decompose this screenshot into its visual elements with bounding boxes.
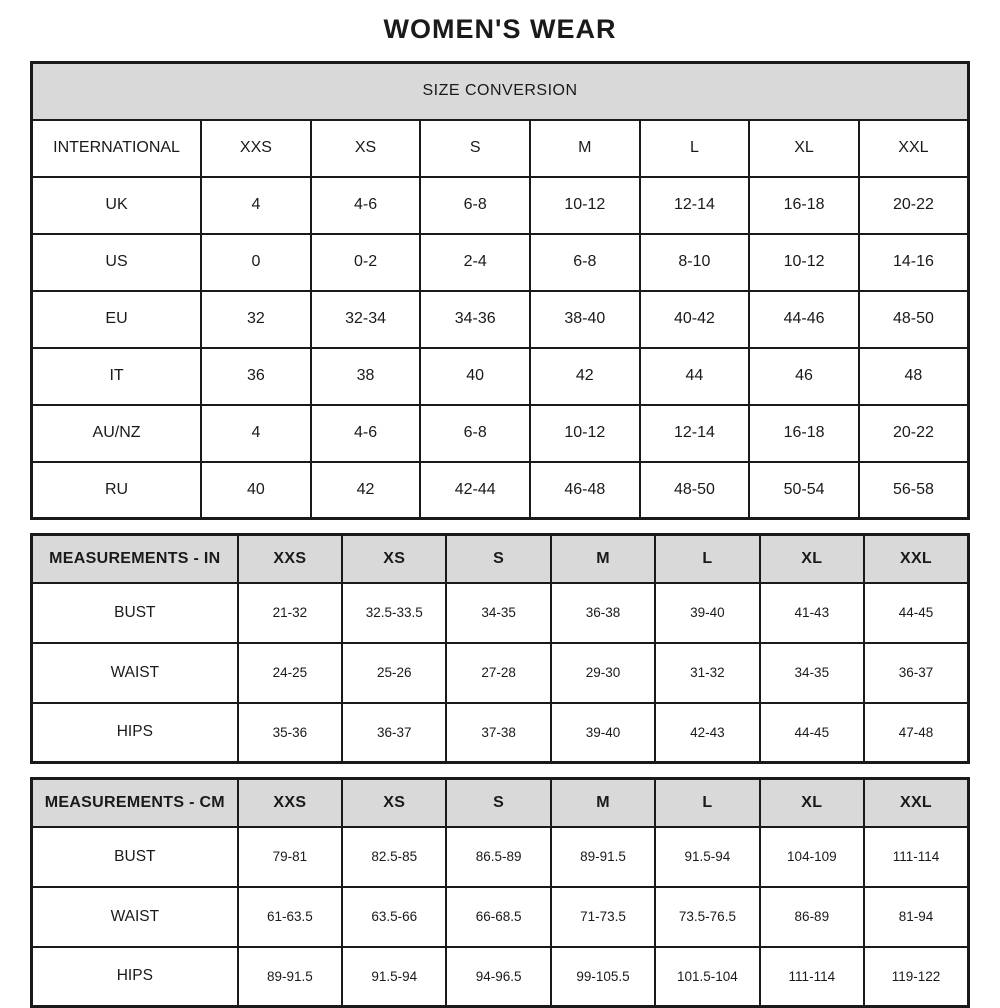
header-size-xs: XS xyxy=(311,120,421,177)
measure-cell: 91.5-94 xyxy=(342,947,446,1007)
header-size-l: L xyxy=(655,779,759,827)
header-size-s: S xyxy=(420,120,530,177)
measure-cell: 99-105.5 xyxy=(551,947,655,1007)
size-cell: 42 xyxy=(530,348,640,405)
size-cell: 46-48 xyxy=(530,462,640,519)
size-cell: 56-58 xyxy=(859,462,969,519)
row-label: WAIST xyxy=(32,643,238,703)
measure-cell: 36-37 xyxy=(864,643,968,703)
size-cell: 20-22 xyxy=(859,405,969,462)
header-size-xxs: XXS xyxy=(238,535,342,583)
measure-cell: 36-37 xyxy=(342,703,446,763)
measure-cell: 89-91.5 xyxy=(551,827,655,887)
size-cell: 10-12 xyxy=(749,234,859,291)
measure-cell: 34-35 xyxy=(760,643,864,703)
size-cell: 40 xyxy=(201,462,311,519)
header-size-m: M xyxy=(551,535,655,583)
size-cell: 8-10 xyxy=(640,234,750,291)
header-size-m: M xyxy=(530,120,640,177)
measure-cell: 104-109 xyxy=(760,827,864,887)
measure-cell: 39-40 xyxy=(655,583,759,643)
row-label: IT xyxy=(32,348,202,405)
measure-cell: 42-43 xyxy=(655,703,759,763)
measure-cell: 29-30 xyxy=(551,643,655,703)
measure-cell: 73.5-76.5 xyxy=(655,887,759,947)
column-header-row xyxy=(32,120,969,177)
table-row-waist xyxy=(32,643,969,703)
table-row-uk xyxy=(32,177,969,234)
header-size-l: L xyxy=(640,120,750,177)
header-size-m: M xyxy=(551,779,655,827)
measure-cell: 89-91.5 xyxy=(238,947,342,1007)
size-cell: 32 xyxy=(201,291,311,348)
header-size-xl: XL xyxy=(760,535,864,583)
size-cell: 44-46 xyxy=(749,291,859,348)
header-international: INTERNATIONAL xyxy=(32,120,202,177)
size-cell: 6-8 xyxy=(420,405,530,462)
row-label: EU xyxy=(32,291,202,348)
row-label: HIPS xyxy=(32,703,238,763)
size-conversion-title: SIZE CONVERSION xyxy=(32,63,969,120)
measure-cell: 101.5-104 xyxy=(655,947,759,1007)
table-row-aunz xyxy=(32,405,969,462)
measure-cell: 119-122 xyxy=(864,947,968,1007)
measure-cell: 66-68.5 xyxy=(446,887,550,947)
measure-cell: 36-38 xyxy=(551,583,655,643)
header-size-l: L xyxy=(655,535,759,583)
measurements-cm-title: MEASUREMENTS - CM xyxy=(32,779,238,827)
size-cell: 12-14 xyxy=(640,177,750,234)
size-cell: 48 xyxy=(859,348,969,405)
header-size-xl: XL xyxy=(760,779,864,827)
row-label: HIPS xyxy=(32,947,238,1007)
measure-cell: 32.5-33.5 xyxy=(342,583,446,643)
table-row-it xyxy=(32,348,969,405)
measure-cell: 37-38 xyxy=(446,703,550,763)
measure-cell: 34-35 xyxy=(446,583,550,643)
size-cell: 14-16 xyxy=(859,234,969,291)
size-cell: 0 xyxy=(201,234,311,291)
measure-cell: 91.5-94 xyxy=(655,827,759,887)
measure-cell: 41-43 xyxy=(760,583,864,643)
size-cell: 34-36 xyxy=(420,291,530,348)
table-row-ru xyxy=(32,462,969,519)
table-row-waist xyxy=(32,887,969,947)
measure-cell: 82.5-85 xyxy=(342,827,446,887)
size-cell: 42-44 xyxy=(420,462,530,519)
size-cell: 16-18 xyxy=(749,177,859,234)
size-cell: 50-54 xyxy=(749,462,859,519)
row-label: RU xyxy=(32,462,202,519)
size-cell: 6-8 xyxy=(420,177,530,234)
size-cell: 38-40 xyxy=(530,291,640,348)
measure-cell: 47-48 xyxy=(864,703,968,763)
size-cell: 4 xyxy=(201,405,311,462)
table-row-hips xyxy=(32,703,969,763)
measure-cell: 21-32 xyxy=(238,583,342,643)
measure-cell: 86-89 xyxy=(760,887,864,947)
size-cell: 46 xyxy=(749,348,859,405)
column-header-row xyxy=(32,535,969,583)
row-label: WAIST xyxy=(32,887,238,947)
size-cell: 12-14 xyxy=(640,405,750,462)
size-cell: 48-50 xyxy=(640,462,750,519)
header-size-xxs: XXS xyxy=(238,779,342,827)
size-cell: 36 xyxy=(201,348,311,405)
header-size-xxs: XXS xyxy=(201,120,311,177)
table-row-us xyxy=(32,234,969,291)
size-cell: 32-34 xyxy=(311,291,421,348)
measurements-cm-table xyxy=(30,777,970,1008)
size-conversion-table xyxy=(30,61,970,520)
size-cell: 40 xyxy=(420,348,530,405)
size-cell: 48-50 xyxy=(859,291,969,348)
row-label: AU/NZ xyxy=(32,405,202,462)
size-cell: 42 xyxy=(311,462,421,519)
measure-cell: 44-45 xyxy=(760,703,864,763)
measure-cell: 94-96.5 xyxy=(446,947,550,1007)
measure-cell: 27-28 xyxy=(446,643,550,703)
size-cell: 16-18 xyxy=(749,405,859,462)
measurements-in-table xyxy=(30,533,970,764)
measure-cell: 35-36 xyxy=(238,703,342,763)
header-size-xs: XS xyxy=(342,535,446,583)
table-row-bust xyxy=(32,827,969,887)
size-cell: 10-12 xyxy=(530,405,640,462)
size-cell: 2-4 xyxy=(420,234,530,291)
measure-cell: 61-63.5 xyxy=(238,887,342,947)
size-cell: 6-8 xyxy=(530,234,640,291)
header-size-xs: XS xyxy=(342,779,446,827)
row-label: BUST xyxy=(32,583,238,643)
measure-cell: 86.5-89 xyxy=(446,827,550,887)
header-size-xxl: XXL xyxy=(864,779,968,827)
size-cell: 44 xyxy=(640,348,750,405)
page-title: WOMEN'S WEAR xyxy=(383,14,617,44)
size-cell: 10-12 xyxy=(530,177,640,234)
measure-cell: 111-114 xyxy=(760,947,864,1007)
table-row-eu xyxy=(32,291,969,348)
header-size-xl: XL xyxy=(749,120,859,177)
header-size-xxl: XXL xyxy=(859,120,969,177)
measure-cell: 71-73.5 xyxy=(551,887,655,947)
size-cell: 4 xyxy=(201,177,311,234)
measure-cell: 44-45 xyxy=(864,583,968,643)
measure-cell: 25-26 xyxy=(342,643,446,703)
size-cell: 4-6 xyxy=(311,177,421,234)
row-label: UK xyxy=(32,177,202,234)
header-size-s: S xyxy=(446,779,550,827)
measure-cell: 31-32 xyxy=(655,643,759,703)
row-label: US xyxy=(32,234,202,291)
size-cell: 38 xyxy=(311,348,421,405)
header-size-s: S xyxy=(446,535,550,583)
size-cell: 40-42 xyxy=(640,291,750,348)
measurements-in-title: MEASUREMENTS - IN xyxy=(32,535,238,583)
table-caption-row xyxy=(32,63,969,120)
size-cell: 0-2 xyxy=(311,234,421,291)
size-cell: 20-22 xyxy=(859,177,969,234)
measure-cell: 24-25 xyxy=(238,643,342,703)
column-header-row xyxy=(32,779,969,827)
header-size-xxl: XXL xyxy=(864,535,968,583)
measure-cell: 81-94 xyxy=(864,887,968,947)
table-row-bust xyxy=(32,583,969,643)
measure-cell: 63.5-66 xyxy=(342,887,446,947)
row-label: BUST xyxy=(32,827,238,887)
size-cell: 4-6 xyxy=(311,405,421,462)
measure-cell: 111-114 xyxy=(864,827,968,887)
table-row-hips xyxy=(32,947,969,1007)
measure-cell: 39-40 xyxy=(551,703,655,763)
measure-cell: 79-81 xyxy=(238,827,342,887)
